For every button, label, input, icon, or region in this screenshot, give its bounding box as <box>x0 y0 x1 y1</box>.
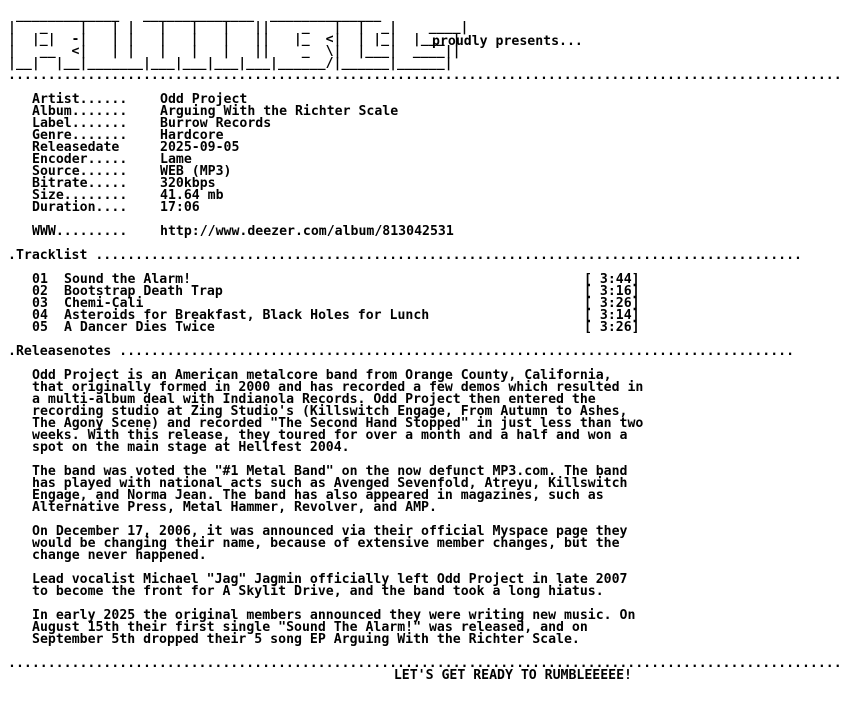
info-value: Odd Project <box>160 92 248 107</box>
releasenote-line: On December 17, 2006, it was announced via their official Myspace page they <box>32 524 628 539</box>
info-value: 320kbps <box>160 176 216 191</box>
releasenote-paragraph <box>8 574 648 598</box>
header <box>8 10 648 70</box>
info-key: Releasedate <box>32 140 120 155</box>
info-value: 17:06 <box>160 200 200 215</box>
track-number: 02 <box>32 284 48 299</box>
presents-text: proudly presents... <box>432 34 583 49</box>
track-number: 01 <box>32 272 48 287</box>
info-key: Encoder..... <box>32 152 128 167</box>
releasenote-line: a multi-album deal with Indianola Records. Odd Project then entered the <box>32 392 596 407</box>
releasenote-line: spot on the main stage at Hellfest 2004. <box>32 440 350 455</box>
releasenote-line: recording studio at Zing Studio's (Killswitch Engage, From Autumn to Ashes, <box>32 404 628 419</box>
track-duration: [ 3:14] <box>584 308 640 323</box>
track-number: 04 <box>32 308 48 323</box>
track-title: A Dancer Dies Twice <box>64 320 215 335</box>
info-value: Lame <box>160 152 192 167</box>
track-duration: [ 3:44] <box>584 272 640 287</box>
info-value: Burrow Records <box>160 116 272 131</box>
releasenote-line: would be changing their name, because of extensive member changes, but the <box>32 536 620 551</box>
www-key: WWW......... <box>32 224 128 239</box>
divider: ......................................................................................................... <box>8 656 842 671</box>
releasenote-line: The Agony Scene) and recorded "The Second Hand Stopped" in just less than two <box>32 416 644 431</box>
info-key: Label....... <box>32 116 128 131</box>
releasenote-paragraph <box>8 610 648 646</box>
releasenote-line: Alternative Press, Metal Hammer, Revolver, and AMP. <box>32 500 437 515</box>
track-title: Chemi-Cali <box>64 296 144 311</box>
www-link[interactable]: http://www.deezer.com/album/813042531 <box>160 224 454 239</box>
track-title: Bootstrap Death Trap <box>64 284 223 299</box>
releasenote-line: August 15th their first single "Sound The Alarm!" was released, and on <box>32 620 588 635</box>
info-key: Size........ <box>32 188 128 203</box>
info-value: 41.64 mb <box>160 188 224 203</box>
releasenote-line: change never happened. <box>32 548 207 563</box>
releasenote-line: Lead vocalist Michael "Jag" Jagmin officially left Odd Project in late 2007 <box>32 572 628 587</box>
releasenote-line: September 5th dropped their 5 song EP Arguing With the Richter Scale. <box>32 632 580 647</box>
releasenote-line: to become the front for A Skylit Drive, and the band took a long hiatus. <box>32 584 604 599</box>
info-key: Genre....... <box>32 128 128 143</box>
www-row <box>8 226 648 238</box>
info-value: Hardcore <box>160 128 224 143</box>
info-value: WEB (MP3) <box>160 164 232 179</box>
info-value: 2025-09-05 <box>160 140 240 155</box>
track-title: Sound the Alarm! <box>64 272 192 287</box>
info-key: Duration.... <box>32 200 128 215</box>
track-title: Asteroids for Breakfast, Black Holes for Lunch <box>64 308 430 323</box>
info-block <box>8 94 648 238</box>
releasenotes-body <box>8 370 648 658</box>
track-row <box>8 322 640 334</box>
releasenote-line: weeks. With this release, they toured for over a month and a half and won a <box>32 428 628 443</box>
releasenote-line: that originally formed in 2000 and has recorded a few demos which resulted in <box>32 380 644 395</box>
track-number: 03 <box>32 296 48 311</box>
info-key: Artist...... <box>32 92 128 107</box>
track-number: 05 <box>32 320 48 335</box>
track-duration: [ 3:26] <box>584 320 640 335</box>
info-key: Bitrate..... <box>32 176 128 191</box>
releasenote-paragraph <box>8 526 648 562</box>
releasenote-line: Engage, and Norma Jean. The band has also appeared in magazines, such as <box>32 488 604 503</box>
releasenote-paragraph <box>8 466 648 514</box>
tracklist-heading: .Tracklist ......................................................................................... <box>8 248 802 263</box>
track-duration: [ 3:16] <box>584 284 640 299</box>
releasenote-line: has played with national acts such as Avenged Sevenfold, Atreyu, Killswitch <box>32 476 628 491</box>
info-key: Album....... <box>32 104 128 119</box>
divider: ......................................................................................................... <box>8 68 842 83</box>
releasenote-paragraph <box>8 370 648 454</box>
info-value: Arguing With the Richter Scale <box>160 104 399 119</box>
tracklist <box>8 274 648 334</box>
info-row <box>8 202 648 214</box>
releasenote-line: Odd Project is an American metalcore band from Orange County, California, <box>32 368 612 383</box>
releasenotes-heading: .Releasenotes ..................................................................................... <box>8 344 795 359</box>
info-key: Source...... <box>32 164 128 179</box>
rumble-logo-ascii-art: _____________ ______________ ______________ | _ | | | | | | || _ | | _| ____| | |_| -| | | | | | || |_ <| | |_| |___ | | __ <| | | | | | || _ \| |___| ____|| |__| |__|_______|___|___|___|___|______/|______|______| <box>8 8 469 71</box>
nfo-document <box>8 8 842 683</box>
outro-text: LET'S GET READY TO RUMBLEEEEE! <box>393 668 632 683</box>
track-duration: [ 3:26] <box>584 296 640 311</box>
releasenote-line: In early 2025 the original members announced they were writing new music. On <box>32 608 636 623</box>
releasenote-line: The band was voted the "#1 Metal Band" on the now defunct MP3.com. The band <box>32 464 628 479</box>
